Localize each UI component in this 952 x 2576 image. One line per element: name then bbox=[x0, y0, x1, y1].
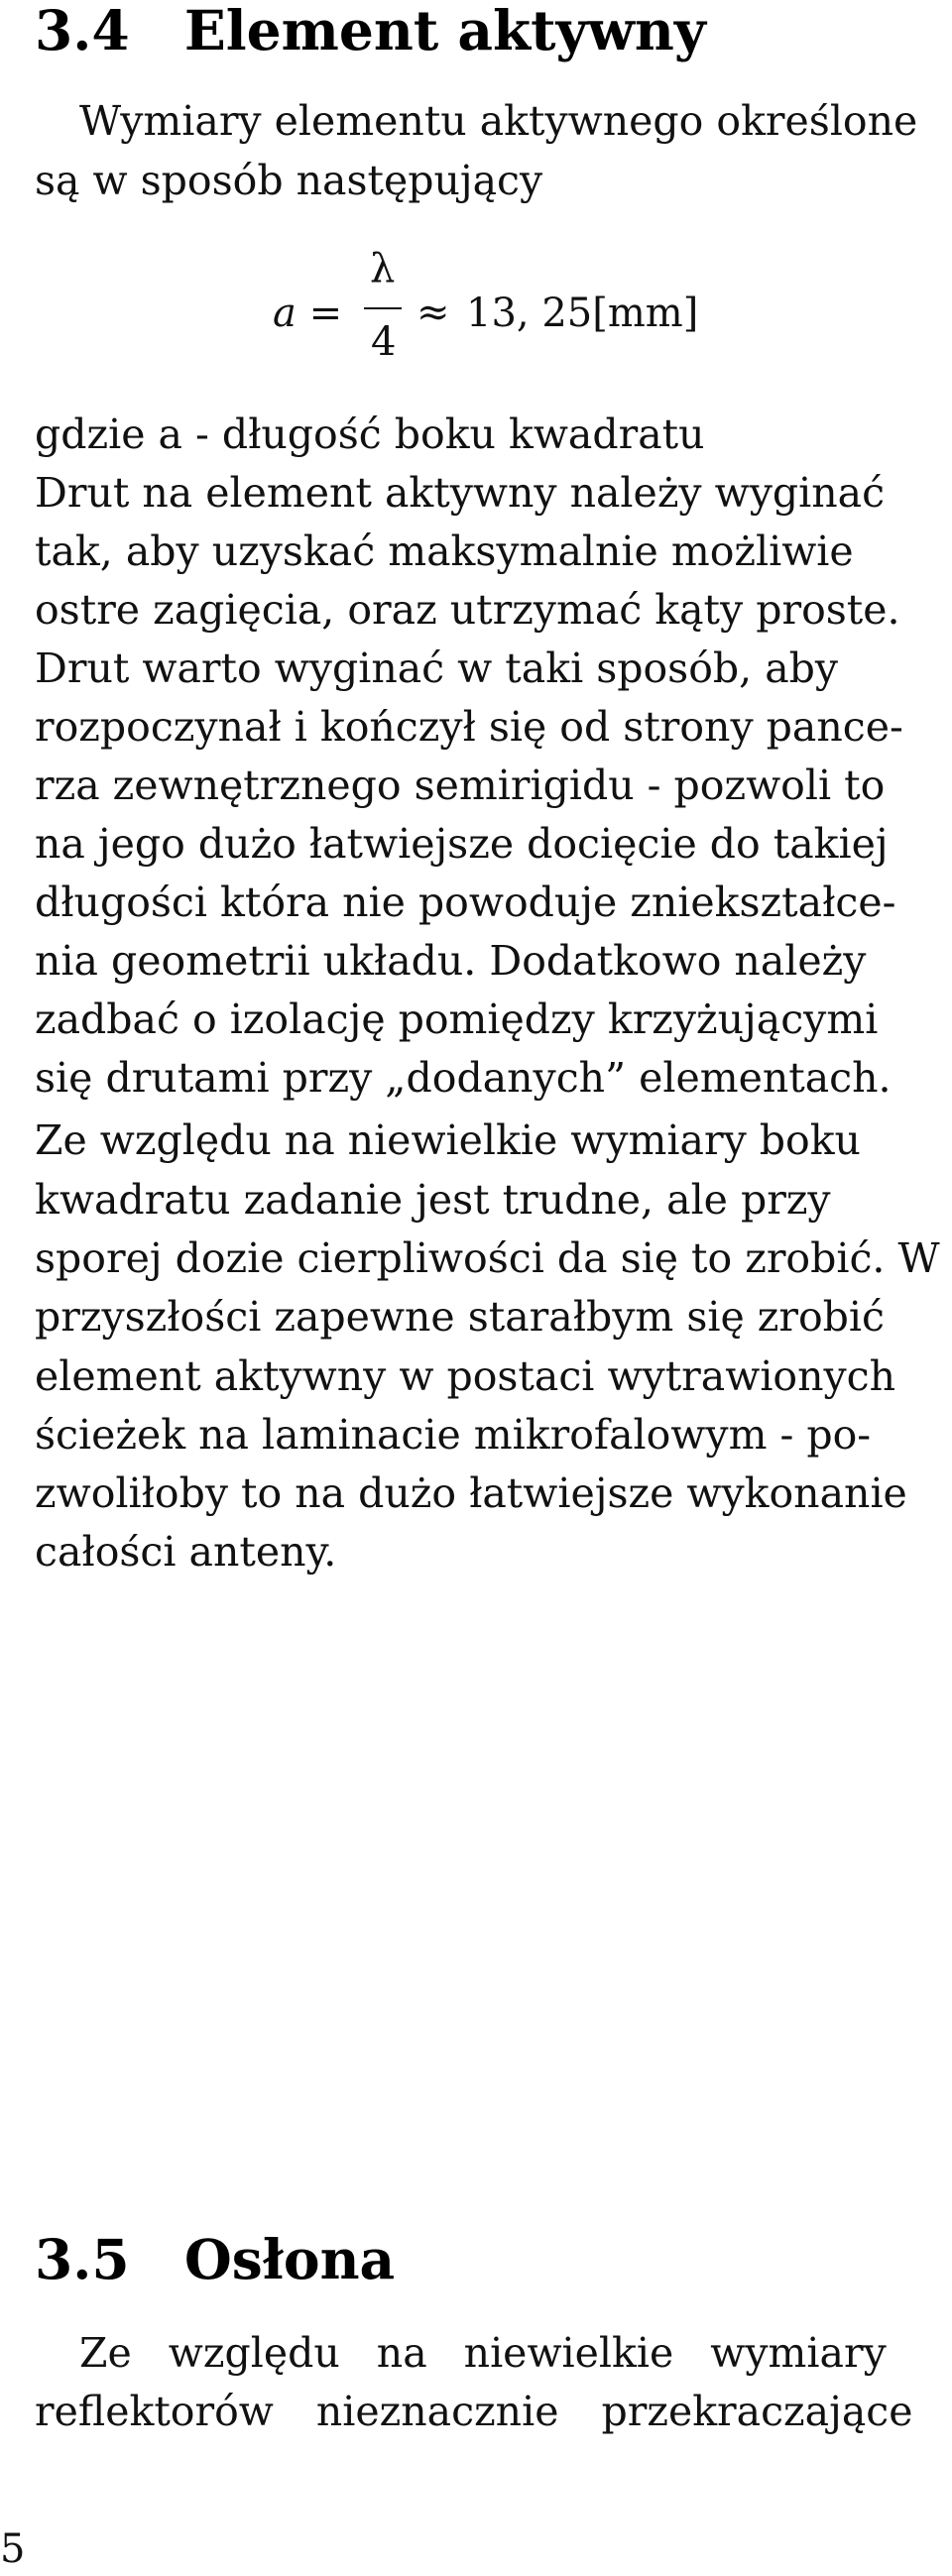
paragraph-line: sporej dozie cierpliwości da się to zrobić. W bbox=[35, 1234, 940, 1282]
section-title: Element aktywny bbox=[183, 0, 706, 62]
paragraph-line: zadbać o izolację pomiędzy krzyżującymi bbox=[35, 995, 879, 1043]
paragraph-line: ścieżek na laminacie mikrofalowym - po- bbox=[35, 1411, 872, 1459]
paragraph-line: nia geometrii układu. Dodatkowo należy bbox=[35, 937, 867, 985]
paragraph-line: przyszłości zapewne starałbym się zrobić bbox=[35, 1293, 885, 1341]
page-number: 5 bbox=[0, 2526, 26, 2572]
section-number: 3.5 bbox=[35, 2227, 130, 2291]
paragraph-line: rza zewnętrznego semirigidu - pozwoli to bbox=[35, 761, 886, 809]
paragraph-line: element aktywny w postaci wytrawionych bbox=[35, 1352, 896, 1400]
equation-denominator: 4 bbox=[371, 319, 397, 365]
section-heading-3-4 bbox=[35, 0, 706, 62]
paragraph-line: rozpoczynał i kończył się od strony pance- bbox=[35, 703, 903, 751]
paragraph-line: Ze względu na niewielkie wymiary bbox=[79, 2329, 887, 2377]
paragraph-line: Drut warto wyginać w taki sposób, aby bbox=[35, 644, 839, 692]
paragraph-line: się drutami przy „dodanych” elementach. bbox=[35, 1054, 892, 1102]
paragraph-line: są w sposób następujący bbox=[35, 157, 543, 204]
paragraph-line: Wymiary elementu aktywnego określone bbox=[79, 97, 918, 145]
equation-lhs: a = bbox=[273, 291, 343, 336]
paragraph-line: całości anteny. bbox=[35, 1528, 337, 1576]
paragraph-line: Drut na element aktywny należy wyginać bbox=[35, 469, 886, 517]
paragraph-line: ostre zagięcia, oraz utrzymać kąty proste. bbox=[35, 586, 900, 634]
paragraph-line: długości która nie powoduje zniekształce- bbox=[35, 878, 896, 926]
paragraph-line: gdzie a - długość boku kwadratu bbox=[35, 410, 705, 458]
equation-approx: ≈ bbox=[416, 290, 450, 335]
paragraph-line: Ze względu na niewielkie wymiary boku bbox=[35, 1116, 861, 1164]
equation-numerator: λ bbox=[370, 246, 396, 292]
section-heading-3-5 bbox=[35, 2227, 395, 2291]
paragraph-line: reflektorów nieznacznie przekraczające bbox=[35, 2388, 913, 2435]
equation-rhs: 13, 25[mm] bbox=[466, 291, 699, 336]
section-title: Osłona bbox=[183, 2227, 396, 2291]
fraction-bar bbox=[364, 307, 402, 309]
section-number: 3.4 bbox=[35, 0, 130, 62]
paragraph-line: kwadratu zadanie jest trudne, ale przy bbox=[35, 1176, 831, 1224]
paragraph-line: na jego dużo łatwiejsze docięcie do takiej bbox=[35, 820, 889, 868]
paragraph-line: zwoliłoby to na dużo łatwiejsze wykonanie bbox=[35, 1469, 907, 1517]
paragraph-line: tak, aby uzyskać maksymalnie możliwie bbox=[35, 527, 854, 575]
